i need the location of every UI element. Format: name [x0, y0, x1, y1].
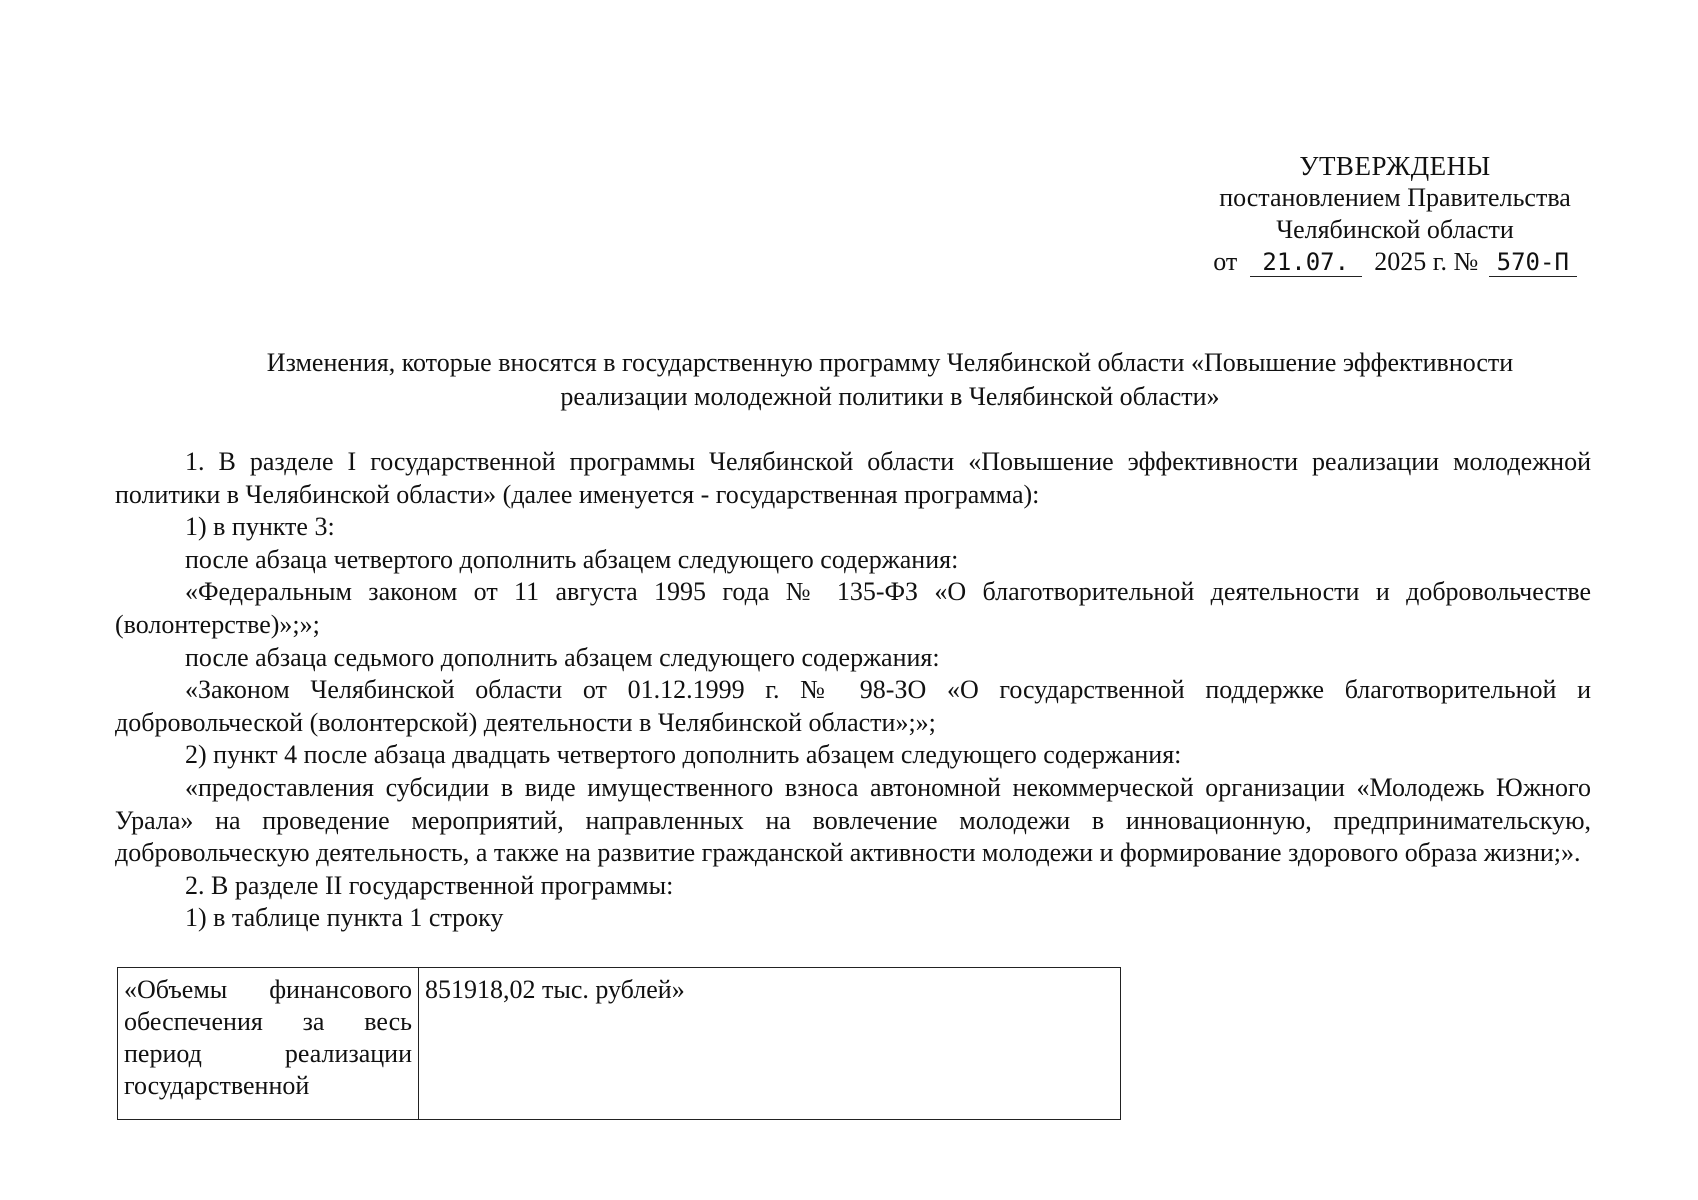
document-body [115, 446, 1591, 935]
table-label-cell: «Объемы финансового обеспечения за весь период реализации государственной [118, 968, 419, 1120]
approval-date: 21.07. [1250, 248, 1362, 277]
approval-line-2: Челябинской области [1276, 215, 1514, 244]
paragraph-5: после абзаца седьмого дополнить абзацем следующего содержания: [185, 642, 940, 672]
approval-heading: УТВЕРЖДЕНЫ [1299, 151, 1491, 181]
paragraph-8: «предоставления субсидии в виде имущественного взноса автономной некоммерческой организации «Молодежь Южного Урала» на проведение мероприятий, направленных на вовлечение молодежи в инновационную, предпринимательскую, добровольческую деятельность, а также на развитие гражданской активности молодежи и формирование здорового образа жизни;». [115, 772, 1591, 868]
approval-year: 2025 г. № [1374, 247, 1479, 276]
table-row [118, 968, 1121, 1120]
title-line-1: Изменения, которые вносятся в государственную программу Челябинской области «Повышение эффективности [266, 348, 1514, 377]
table-value-cell: 851918,02 тыс. рублей» [419, 968, 1121, 1120]
paragraph-10: 1) в таблице пункта 1 строку [185, 903, 504, 933]
approval-block [1160, 150, 1630, 278]
approval-number: 570-П [1489, 248, 1577, 277]
paragraph-4: «Федеральным законом от 11 августа 1995 года № 135-ФЗ «О благотворительной деятельности и добровольчестве (волонтерстве)»;»; [115, 577, 1591, 639]
financing-table [117, 967, 1121, 1120]
paragraph-6: «Законом Челябинской области от 01.12.1999 г. № 98-ЗО «О государственной поддержке благотворительной и добровольческой (волонтерской) деятельности в Челябинской области»;»; [115, 675, 1591, 737]
paragraph-2: 1) в пункте 3: [185, 512, 335, 542]
paragraph-1: 1. В разделе I государственной программы Челябинской области «Повышение эффективности реализации молодежной политики в Челябинской области» (далее именуется - государственная программа): [115, 447, 1591, 509]
approval-prefix: от [1213, 247, 1238, 276]
paragraph-7: 2) пункт 4 после абзаца двадцать четвертого дополнить абзацем следующего содержания: [185, 740, 1182, 770]
approval-date-line [1160, 246, 1630, 278]
document-title [190, 346, 1590, 414]
paragraph-9: 2. В разделе II государственной программы: [185, 870, 674, 900]
paragraph-3: после абзаца четвертого дополнить абзацем следующего содержания: [185, 544, 959, 574]
title-line-2: реализации молодежной политики в Челябинской области» [560, 382, 1220, 411]
approval-line-1: постановлением Правительства [1219, 183, 1571, 212]
